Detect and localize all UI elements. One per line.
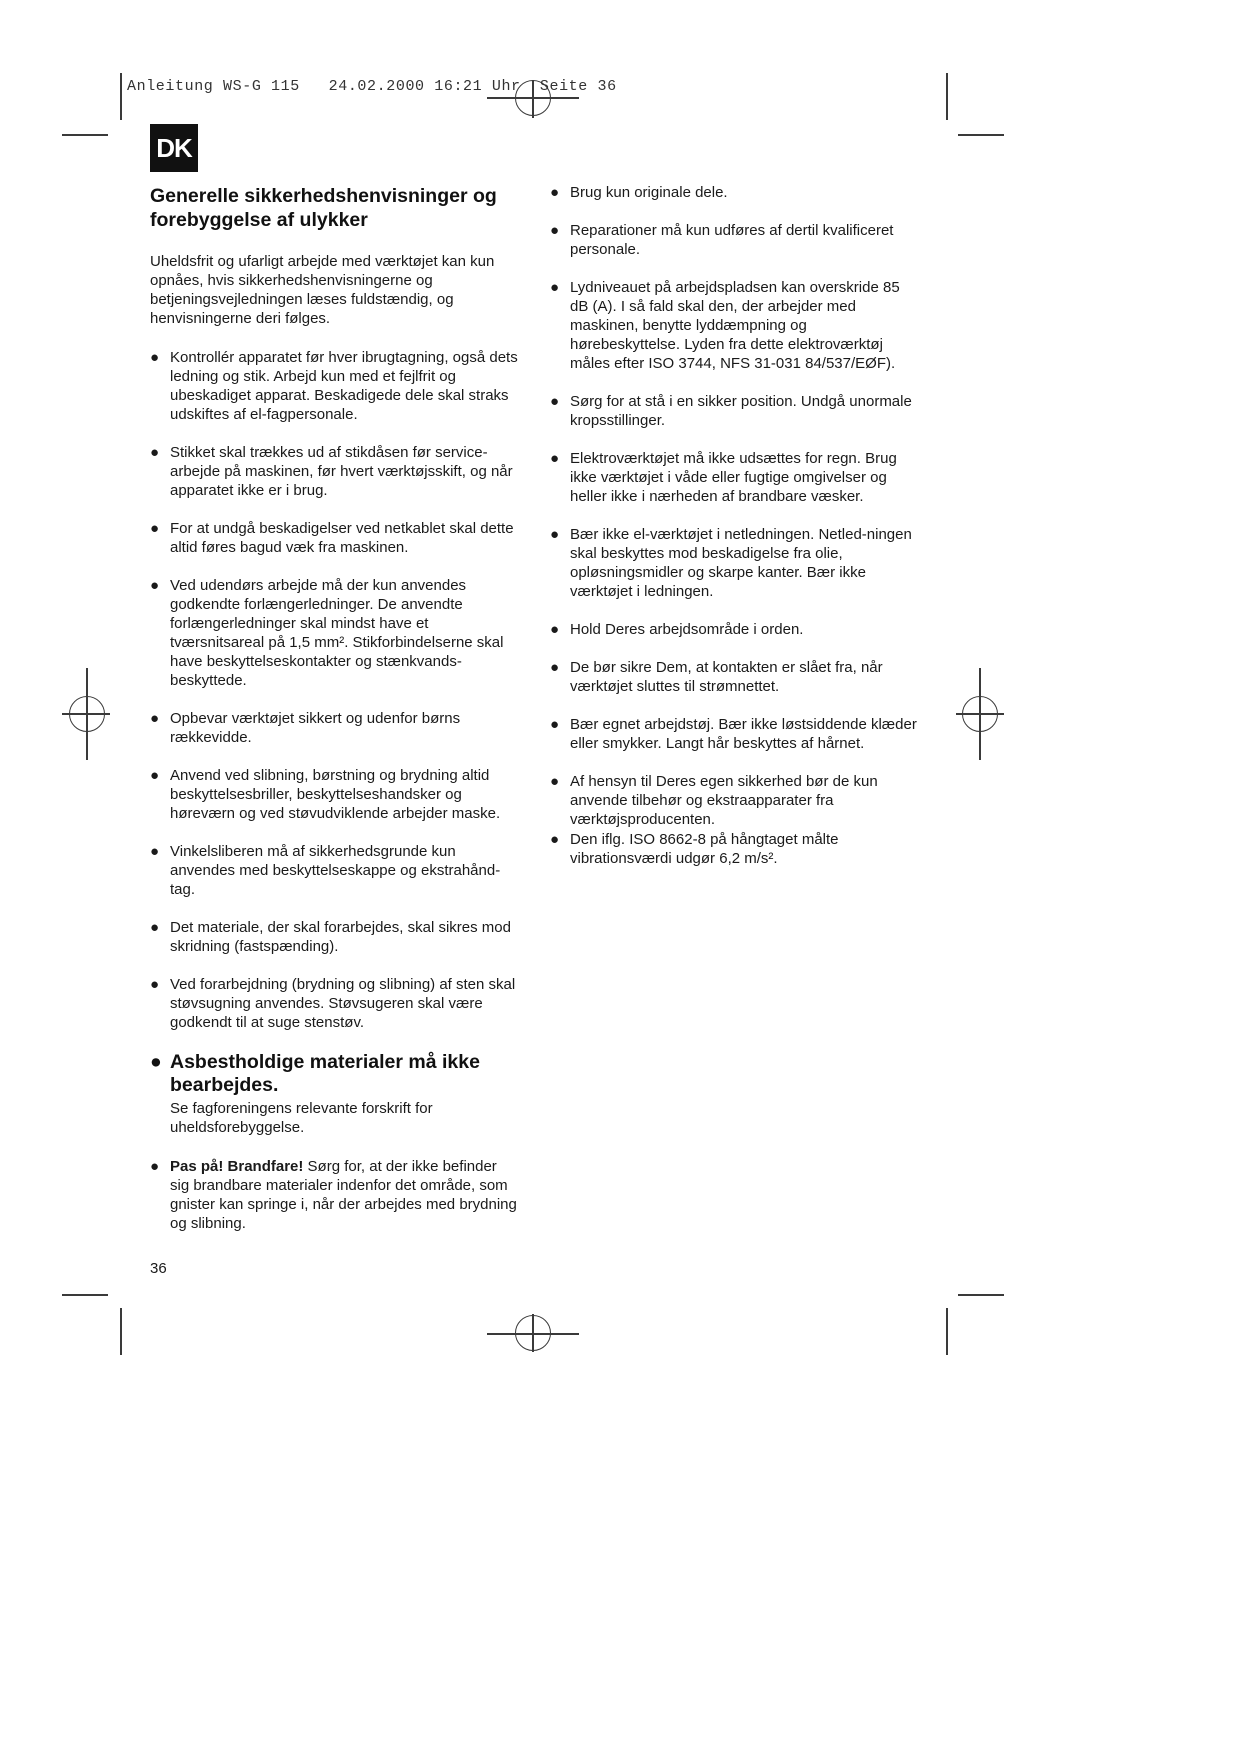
list-item: ● Kontrollér apparatet før hver ibrugtagning, også dets ledning og stik. Arbejd kun med et fejlfrit og ubeskadiget apparat. Beskadigede dele skal straks udskiftes af el-fagpersonale. bbox=[150, 349, 518, 423]
list-item: ● Stikket skal trækkes ud af stikdåsen før service-arbejde på maskinen, før hvert værktøjsskift, og når apparatet ikke er i brug. bbox=[150, 444, 513, 499]
bullet-icon: ● bbox=[550, 621, 560, 638]
list-item: ● Brug kun originale dele. bbox=[550, 184, 728, 201]
crop-mark bbox=[120, 73, 122, 120]
list-item: ● Opbevar værktøjet sikkert og udenfor børns rækkevidde. bbox=[150, 710, 461, 746]
crop-mark bbox=[946, 1308, 948, 1355]
right-column bbox=[550, 183, 920, 887]
crop-mark bbox=[958, 1294, 1004, 1296]
list-item: ● De bør sikre Dem, at kontakten er slået fra, når værktøjet sluttes til strømnettet. bbox=[550, 659, 883, 695]
list-item: ● Elektroværktøjet må ikke udsættes for regn. Brug ikke værktøjet i våde eller fugtige omgivelser og heller ikke i nærheden af brandbare væsker. bbox=[550, 450, 897, 505]
bullet-icon: ● bbox=[150, 577, 160, 594]
list-item: ● For at undgå beskadigelser ved netkablet skal dette altid føres bagud væk fra maskinen. bbox=[150, 520, 514, 556]
bullet-icon: ● bbox=[550, 222, 560, 239]
print-slug: Anleitung WS-G 115 24.02.2000 16:21 Uhr Seite 36 bbox=[127, 78, 617, 95]
bullet-icon: ● bbox=[550, 450, 560, 467]
list-item: ● Lydniveauet på arbejdspladsen kan overskride 85 dB (A). I så fald skal den, der arbejder med maskinen, benytte lyddæmpning og hørebeskyttelse. Lyden fra dette elektroværktøj måles efter ISO 3744, NFS 31-031 84/537/EØF). bbox=[550, 279, 900, 372]
bullet-icon: ● bbox=[150, 444, 160, 461]
list-item: ● Bær ikke el-værktøjet i netledningen. Netled-ningen skal beskyttes mod beskadigelse fra olie, opløsningsmidler og skarpe kanter. Bær ikke værktøjet i ledningen. bbox=[550, 526, 912, 600]
intro-paragraph: Uheldsfrit og ufarligt arbejde med værktøjet kan kun opnåes, hvis sikkerhedshenvisningerne og betjeningsvejledningen læses fuldstændig, og henvisningerne deri følges. bbox=[150, 253, 495, 327]
bullet-icon: ● bbox=[550, 279, 560, 296]
bullet-icon: ● bbox=[550, 659, 560, 676]
bullet-icon: ● bbox=[150, 976, 160, 993]
bullet-icon: ● bbox=[150, 1158, 160, 1175]
crop-mark bbox=[120, 1308, 122, 1355]
asbestos-heading: ● Asbestholdige materialer må ikke bearbejdes. bbox=[150, 1051, 480, 1096]
list-item: ● Ved forarbejdning (brydning og slibning) af sten skal støvsugning anvendes. Støvsugeren skal være godkendt til at suge stenstøv. bbox=[150, 976, 516, 1031]
list-item: ● Det materiale, der skal forarbejdes, skal sikres mod skridning (fastspænding). bbox=[150, 919, 511, 955]
bullet-icon: ● bbox=[550, 184, 560, 201]
bullet-icon: ● bbox=[550, 526, 560, 543]
fire-warning-text: Sørg for, at der ikke befinder sig brandbare materialer indenfor det område, som gnister kan springe i, når der arbejdes med brydning og slibning. bbox=[170, 1158, 517, 1232]
bullet-icon: ● bbox=[550, 393, 560, 410]
registration-circle bbox=[69, 696, 105, 732]
crop-mark bbox=[62, 1294, 108, 1296]
language-badge: DK bbox=[150, 124, 198, 172]
asbestos-note: Se fagforeningens relevante forskrift for uheldsforebyggelse. bbox=[170, 1100, 433, 1136]
fire-warning-label: Pas på! Brandfare! bbox=[170, 1158, 304, 1175]
fire-warning bbox=[150, 1157, 520, 1233]
list-item: ● Ved udendørs arbejde må der kun anvendes godkendte forlængerledninger. De anvendte forlængerledninger skal mindst have et tværsnitsareal på 1,5 mm². Stikforbindelserne skal have beskyttelseskontakter og stænkvands-beskyttede. bbox=[150, 577, 504, 689]
list-item: ● Bær egnet arbejdstøj. Bær ikke løstsiddende klæder eller smykker. Langt hår beskyttes af hårnet. bbox=[550, 716, 917, 752]
bullet-icon: ● bbox=[150, 767, 160, 784]
list-item: ● Vinkelsliberen må af sikkerhedsgrunde kun anvendes med beskyttelseskappe og ekstrahånd-tag. bbox=[150, 843, 501, 898]
registration-circle bbox=[515, 1315, 551, 1351]
bullet-icon: ● bbox=[150, 710, 160, 727]
bullet-icon: ● bbox=[150, 349, 160, 366]
page-number: 36 bbox=[150, 1260, 167, 1277]
crop-mark bbox=[958, 134, 1004, 136]
registration-circle bbox=[962, 696, 998, 732]
bullet-icon: ● bbox=[550, 773, 560, 790]
list-item: ● Af hensyn til Deres egen sikkerhed bør de kun anvende tilbehør og ekstraapparater fra værktøjsproducenten. bbox=[550, 773, 878, 828]
list-item: ● Den iflg. ISO 8662-8 på hångtaget målte vibrationsværdi udgør 6,2 m/s². bbox=[550, 831, 839, 867]
list-item: ● Hold Deres arbejdsområde i orden. bbox=[550, 621, 804, 638]
bullet-icon: ● bbox=[150, 919, 160, 936]
bullet-icon: ● bbox=[150, 520, 160, 537]
list-item: ● Anvend ved slibning, børstning og brydning altid beskyttelsesbriller, beskyttelseshandsker og høreværn og ved støvudviklende arbejder maske. bbox=[150, 767, 501, 822]
bullet-icon: ● bbox=[550, 831, 560, 848]
bullet-icon: ● bbox=[150, 1051, 162, 1073]
list-item: ● Reparationer må kun udføres af dertil kvalificeret personale. bbox=[550, 222, 894, 258]
list-item: ● Sørg for at stå i en sikker position. Undgå unormale kropsstillinger. bbox=[550, 393, 912, 429]
crop-mark bbox=[946, 73, 948, 120]
left-column bbox=[150, 184, 520, 1252]
bullet-icon: ● bbox=[150, 843, 160, 860]
bullet-icon: ● bbox=[550, 716, 560, 733]
section-heading: Generelle sikkerhedshenvisninger og forebyggelse af ulykker bbox=[150, 185, 497, 231]
crop-mark bbox=[62, 134, 108, 136]
